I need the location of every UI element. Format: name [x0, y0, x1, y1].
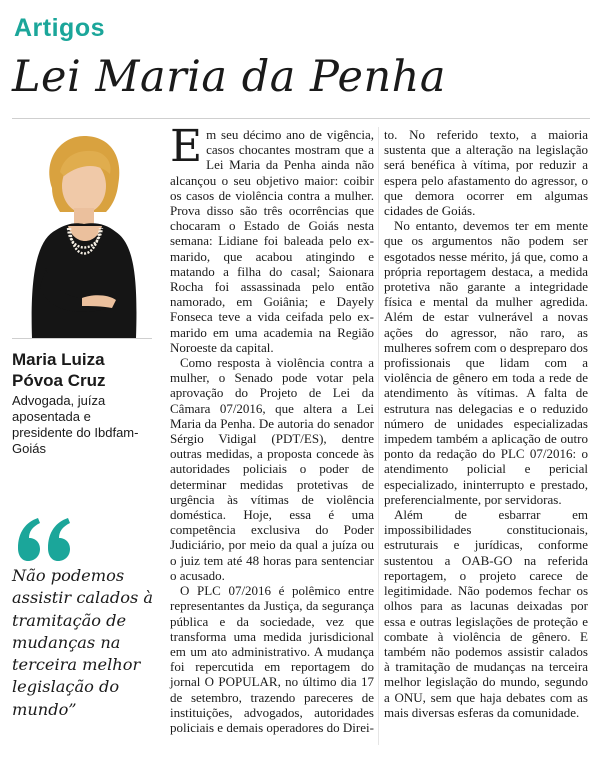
article-paragraph: Além de esbarrar em impossibilidades constitucionais, estruturais e jurídicas, conforme sustentou a OAB-GO na referida reportagem, o projeto carece de legitimidade. Não podemos fechar os olhos para as lacunas deixadas por essa e outras legislações de proteção e combate à violência de gênero. E também não podemos assistir calados à tramitação de mudanças na terceira melhor legislação do mundo, segundo a ONU, sem que haja debates com as mais diversas esferas da comunidade.	[384, 507, 588, 720]
pull-quote: Não podemos assistir calados à tramitação de mudanças na terceira melhor legislação do mundo”	[12, 566, 154, 719]
article-paragraph	[170, 121, 374, 355]
article-paragraph: to. No referido texto, a maioria sustenta que a alteração na legislação será benéfica à vítima, por reduzir a espera pelo afastamento do agressor, o que demora ocorrer em algumas cidades de Goiás.	[384, 127, 588, 219]
author-photo	[12, 128, 152, 338]
article-column-1	[170, 121, 374, 735]
photo-divider	[12, 338, 152, 339]
author-name: Maria Luiza Póvoa Cruz	[12, 350, 106, 390]
drop-cap: E	[170, 121, 203, 172]
article-paragraph: O PLC 07/2016 é polêmico entre representantes da Justiça, da segurança pública e da sociedade, vez que transforma uma medida jurisdicional em um ato administrativo. A mudança foi repercutida em reportagem do jornal O POPULAR, no último dia 17 de setembro, trazendo pareceres de instituições, advogados, autoridades policiais e demais operadores do Direi-	[170, 583, 374, 735]
article-paragraph: Como resposta à violência contra a mulher, o Senado pode votar pela aprovação do Projeto de Lei da Câmara 07/2016, que altera a Lei Maria da Penha. De autoria do senador Sérgio Vidigal (PDT/ES), dentre outras medidas, a proposta concede às autoridades policiais o poder de determinar medidas protetivas de urgência às vítimas de violência doméstica. Hoje, essa é uma competência exclusiva do Poder Judiciário, por meio da qual a juíza ou o juiz tem até 48 horas para sentenciar o acusado.	[170, 355, 374, 583]
article-paragraph: No entanto, devemos ter em mente que os argumentos não podem ser esgotados nesse mérito, já que, como a própria reportagem destaca, a medida protetiva não garante a integridade física e mental da mulher agredida. Além de estar vulnerável a novas ações do agressor, não raro, as mulheres sofrem com o despreparo dos profissionais que lidam com a violência de gênero em toda a rede de atendimento às vítimas. A falta de estrutura nas delegacias e o reduzido número de unidades especializadas impedem também a aplicação de outro ponto da redação do PLC 07/2016: o atendimento policial e pericial especializado, ininterrupto e prestado, preferencialmente, por servidoras.	[384, 218, 588, 507]
column-divider	[378, 127, 379, 745]
article-column-2	[384, 127, 588, 720]
paragraph-text: m seu décimo ano de vigência, casos chocantes mostram que a Lei Maria da Penha ainda não alcançou o seu objetivo maior: coibir os casos de violência contra a mulher. Prova disso são três ocorrências que chocaram o Estado de Goiás nesta semana: Lidiane foi baleada pelo ex-marido, que acabou atingindo e matando a filha do casal; Saionara Rocha foi assassinada pelo então namorado, em Goiânia; e Dayely Fonseca teve a vida ceifada pelo ex-marido em uma academia na Região Noroeste da capital.	[170, 127, 374, 355]
header-divider	[12, 118, 590, 119]
section-label: Artigos	[14, 14, 105, 42]
article-headline: Lei Maria da Penha	[12, 52, 447, 102]
quote-mark-icon	[16, 518, 76, 562]
author-bio: Advogada, juíza aposentada e presidente do Ibdfam-Goiás	[12, 393, 139, 456]
